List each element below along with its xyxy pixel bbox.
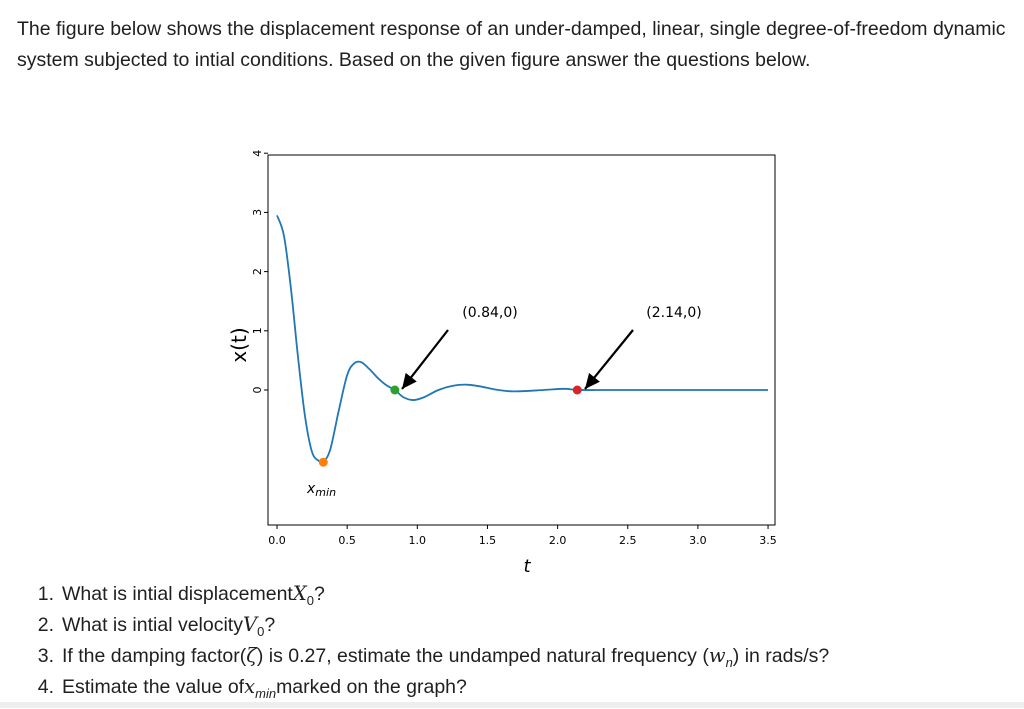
math-symbol-2: w — [708, 644, 726, 667]
math-symbol: X — [292, 582, 307, 605]
question-text: What is intial displacement — [62, 583, 293, 605]
zero-crossing-2-label: (2.14,0) — [646, 305, 702, 321]
x-tick-label: 0.5 — [338, 534, 356, 547]
x-tick-label: 0.0 — [268, 534, 286, 547]
arrow-1-head — [402, 373, 417, 389]
bottom-divider — [0, 702, 1024, 708]
x-tick-label: 2.5 — [619, 534, 637, 547]
y-tick-label: 0 — [251, 386, 264, 394]
x-axis-label: t — [523, 556, 531, 577]
y-tick-label: 2 — [251, 268, 264, 276]
question-text: If the damping factor( — [62, 645, 247, 667]
question-3 — [0, 640, 1024, 671]
zero-crossing-2 — [573, 386, 582, 395]
question-1 — [0, 578, 1024, 609]
question-2 — [0, 609, 1024, 640]
y-tick-label: 3 — [251, 208, 264, 216]
math-symbol: x — [244, 675, 256, 698]
x-tick-label: 3.0 — [689, 534, 707, 547]
question-text-end: marked on the graph? — [276, 676, 467, 698]
question-text-end: ? — [264, 614, 276, 636]
x-tick-label: 3.5 — [759, 534, 777, 547]
question-text: What is intial velocity — [62, 614, 243, 636]
x-min-label — [306, 481, 336, 499]
zero-crossing-1 — [390, 386, 399, 395]
question-number: 2. — [37, 614, 54, 636]
question-number: 1. — [37, 583, 54, 605]
math-symbol: ζ — [246, 644, 257, 667]
question-4 — [0, 671, 1024, 702]
question-text-end: ? — [313, 583, 325, 605]
x-tick-label: 1.5 — [478, 534, 497, 547]
x-tick-label: 2.0 — [548, 534, 567, 547]
x-min-base: x — [307, 481, 316, 497]
question-text-mid: ) is 0.27, estimate the undamped natural frequency ( — [256, 645, 709, 667]
question-text-end: ) in rads/s? — [732, 645, 830, 667]
question-text: Estimate the value of — [62, 676, 245, 698]
math-subscript: 0 — [306, 592, 314, 608]
math-symbol: V — [242, 613, 258, 636]
zero-crossing-1-label: (0.84,0) — [462, 305, 518, 321]
x-tick-label: 1.0 — [408, 534, 427, 547]
question-number: 4. — [37, 676, 54, 698]
plot-frame — [268, 155, 775, 525]
math-subscript-2: n — [725, 654, 733, 670]
math-subscript: min — [255, 685, 277, 701]
y-axis-label: x(t) — [227, 327, 251, 363]
arrow-2-head — [585, 373, 600, 389]
x-min-sub: min — [315, 486, 337, 499]
y-tick-label: 1 — [251, 327, 264, 335]
math-subscript: 0 — [257, 623, 265, 639]
question-list — [0, 578, 1024, 702]
intro-paragraph: The figure below shows the displacement response of an under-damped, linear, single degree-of-freedom dynamic system subjected to intial conditions. Based on the given figure answer the questions below. — [17, 18, 1006, 71]
x-min-point — [319, 458, 328, 467]
question-number: 3. — [37, 645, 54, 667]
response-line — [277, 215, 768, 463]
y-tick-label: 4 — [251, 149, 264, 157]
